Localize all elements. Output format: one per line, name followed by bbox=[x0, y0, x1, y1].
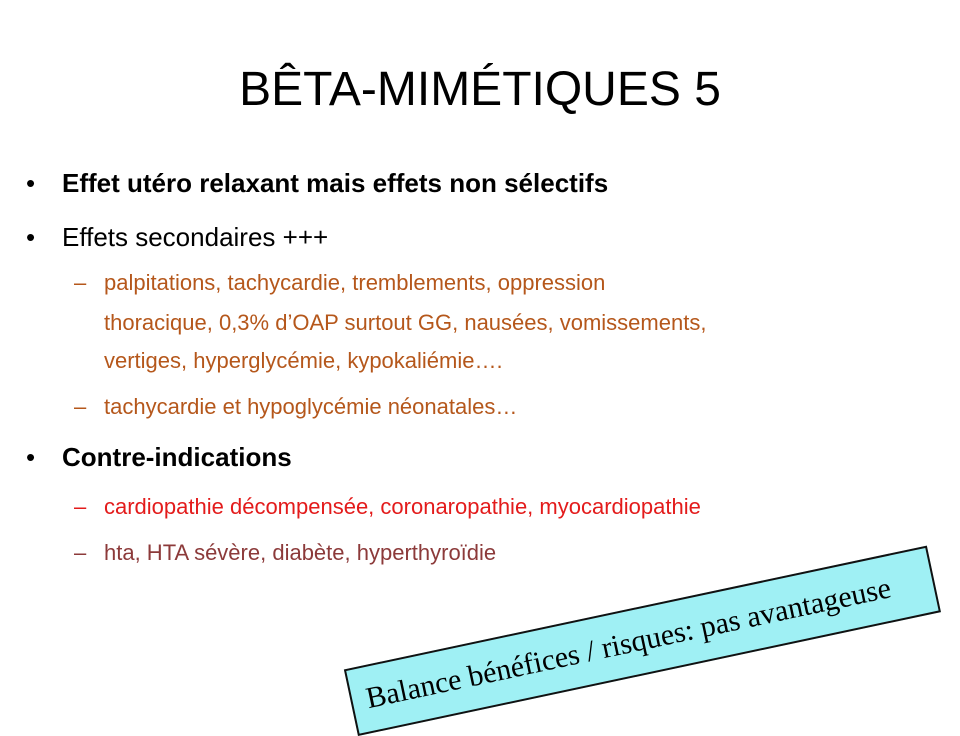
dash-icon: – bbox=[74, 270, 87, 295]
sub-item-hta: hta, HTA sévère, diabète, hyperthyroïdie bbox=[104, 540, 497, 565]
bullet-item-effets-secondaires: Effets secondaires +++ bbox=[62, 222, 329, 252]
sub-item-line: thoracique, 0,3% d’OAP surtout GG, nausées, vomissements, bbox=[104, 310, 707, 335]
slide-title: BÊTA-MIMÉTIQUES 5 bbox=[239, 63, 721, 116]
sub-item-tachycardie: tachycardie et hypoglycémie néonatales… bbox=[104, 394, 518, 419]
dash-icon: – bbox=[74, 540, 87, 565]
bullet-item-contre-indications: Contre-indications bbox=[62, 442, 292, 472]
balance-callout: Balance bénéfices / risques: pas avantageuse bbox=[344, 546, 941, 736]
sub-item-line: vertiges, hyperglycémie, kypokaliémie…. bbox=[104, 348, 503, 373]
dash-icon: – bbox=[74, 494, 87, 519]
bullet-icon: • bbox=[26, 222, 36, 252]
sub-item-cardiopathie: cardiopathie décompensée, coronaropathie, myocardiopathie bbox=[104, 494, 701, 519]
bullet-item-effet: Effet utéro relaxant mais effets non sélectifs bbox=[62, 168, 609, 198]
dash-icon: – bbox=[74, 394, 87, 419]
bullet-icon: • bbox=[26, 442, 36, 472]
bullet-icon: • bbox=[26, 168, 36, 198]
sub-item-line: palpitations, tachycardie, tremblements, oppression bbox=[104, 270, 606, 295]
